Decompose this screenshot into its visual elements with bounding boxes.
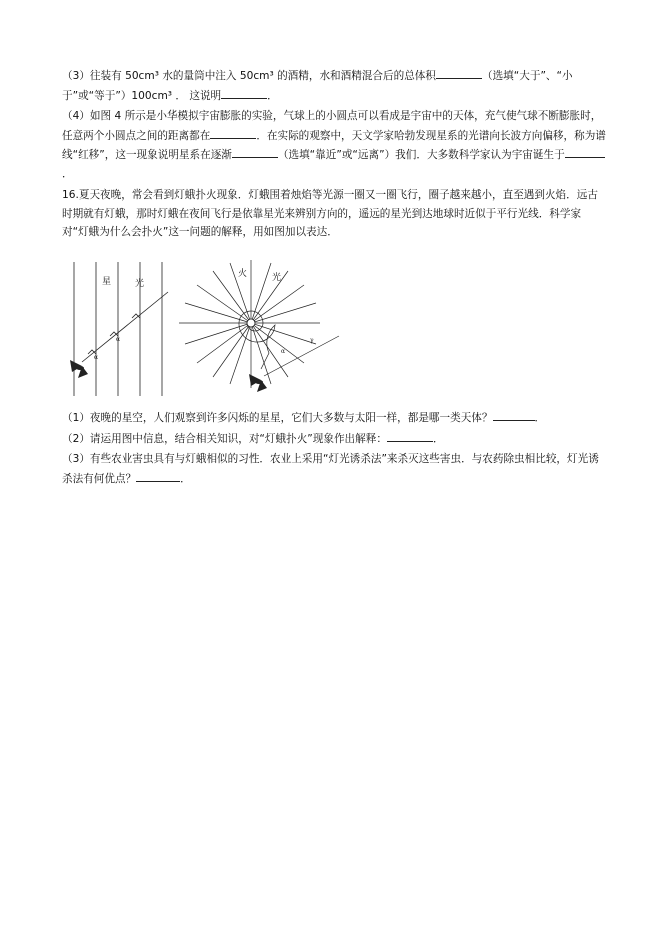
- question-4-text-b: ．在实际的观察中，天文学家哈勃发现星系的光谱向长波方向偏移，称为谱线“红移”，这一现象说明星系在逐渐: [62, 129, 606, 161]
- answer-blank[interactable]: [493, 408, 535, 421]
- candle-flame-icon: [247, 319, 255, 327]
- punctuation: ．: [180, 472, 191, 485]
- question-4: [62, 107, 607, 183]
- left-label-2: 光: [135, 279, 145, 289]
- left-label-1: 星: [102, 277, 112, 287]
- question-16-sub-1: [62, 408, 607, 428]
- sub-3-text: （3）有些农业害虫具有与灯蛾相似的习性．农业上采用“灯光诱杀法”来杀灭这些害虫．与农药除虫相比较，灯光诱杀法有何优点？: [62, 453, 599, 485]
- question-4-text-a: （4）如图 4 所示是小华模拟宇宙膨胀的实验，气球上的小圆点可以看成是宇宙中的天体，充气使气球不断膨胀时，任意两个小圆点之间的距离都在: [62, 110, 602, 142]
- moth-light-figure: [64, 258, 364, 404]
- answer-blank[interactable]: [232, 145, 278, 158]
- parallel-starlight-panel: [74, 262, 168, 396]
- right-label-1: 火: [238, 269, 248, 279]
- punctuation: ．: [267, 89, 278, 102]
- answer-blank[interactable]: [136, 469, 180, 482]
- question-16-sub-2: [62, 429, 607, 449]
- answer-blank[interactable]: [436, 66, 482, 79]
- question-3: [62, 66, 607, 105]
- sub-2-text: （2）请运用图中信息，结合相关知识，对“灯蛾扑火”现象作出解释：: [62, 433, 387, 445]
- answer-blank[interactable]: [210, 126, 256, 139]
- answer-blank[interactable]: [387, 429, 433, 442]
- moth-light-diagram: [64, 258, 364, 404]
- right-label-2: 光: [272, 273, 282, 283]
- angle-mark: α: [116, 336, 121, 343]
- question-3-text-b: （选填“大于”、“小于”或“等于”）100cm³ ． 这说明: [62, 70, 573, 102]
- question-4-text-c: （选填“靠近”或“远离”）我们．大多数科学家认为宇宙诞生于: [277, 149, 565, 161]
- punctuation: ．: [432, 433, 444, 445]
- angle-mark: α: [94, 354, 99, 361]
- moth-left-icon: [70, 360, 88, 378]
- question-16-intro: 16.夏天夜晚，常会看到灯蛾扑火现象．灯蛾围着烛焰等光源一圈又一圈飞行，圈子越来越小，直至遇到火焰．远古时期就有灯蛾，那时灯蛾在夜间飞行是依靠星光来辨别方向的，遥远的星光到达地球时近似于平行光线．科学家对“灯蛾为什么会扑火”这一问题的解释，用如图加以表达．: [62, 189, 598, 238]
- moth-right-icon: [249, 374, 267, 392]
- punctuation: ．: [62, 167, 73, 180]
- answer-blank[interactable]: [221, 86, 267, 99]
- punctuation: ．: [534, 412, 546, 424]
- sub-1-text: （1）夜晚的星空，人们观察到许多闪烁的星星，它们大多数与太阳一样，都是哪一类天体？: [62, 412, 493, 424]
- answer-blank[interactable]: [565, 145, 605, 158]
- candle-radiating-panel: [179, 260, 339, 388]
- question-16-sub-3: [62, 450, 607, 488]
- angle-mark: α: [281, 348, 286, 355]
- angle-mark: γ: [310, 337, 314, 344]
- question-3-text-a: （3）往装有 50cm³ 水的量筒中注入 50cm³ 的酒精，水和酒精混合后的总体积: [62, 70, 436, 82]
